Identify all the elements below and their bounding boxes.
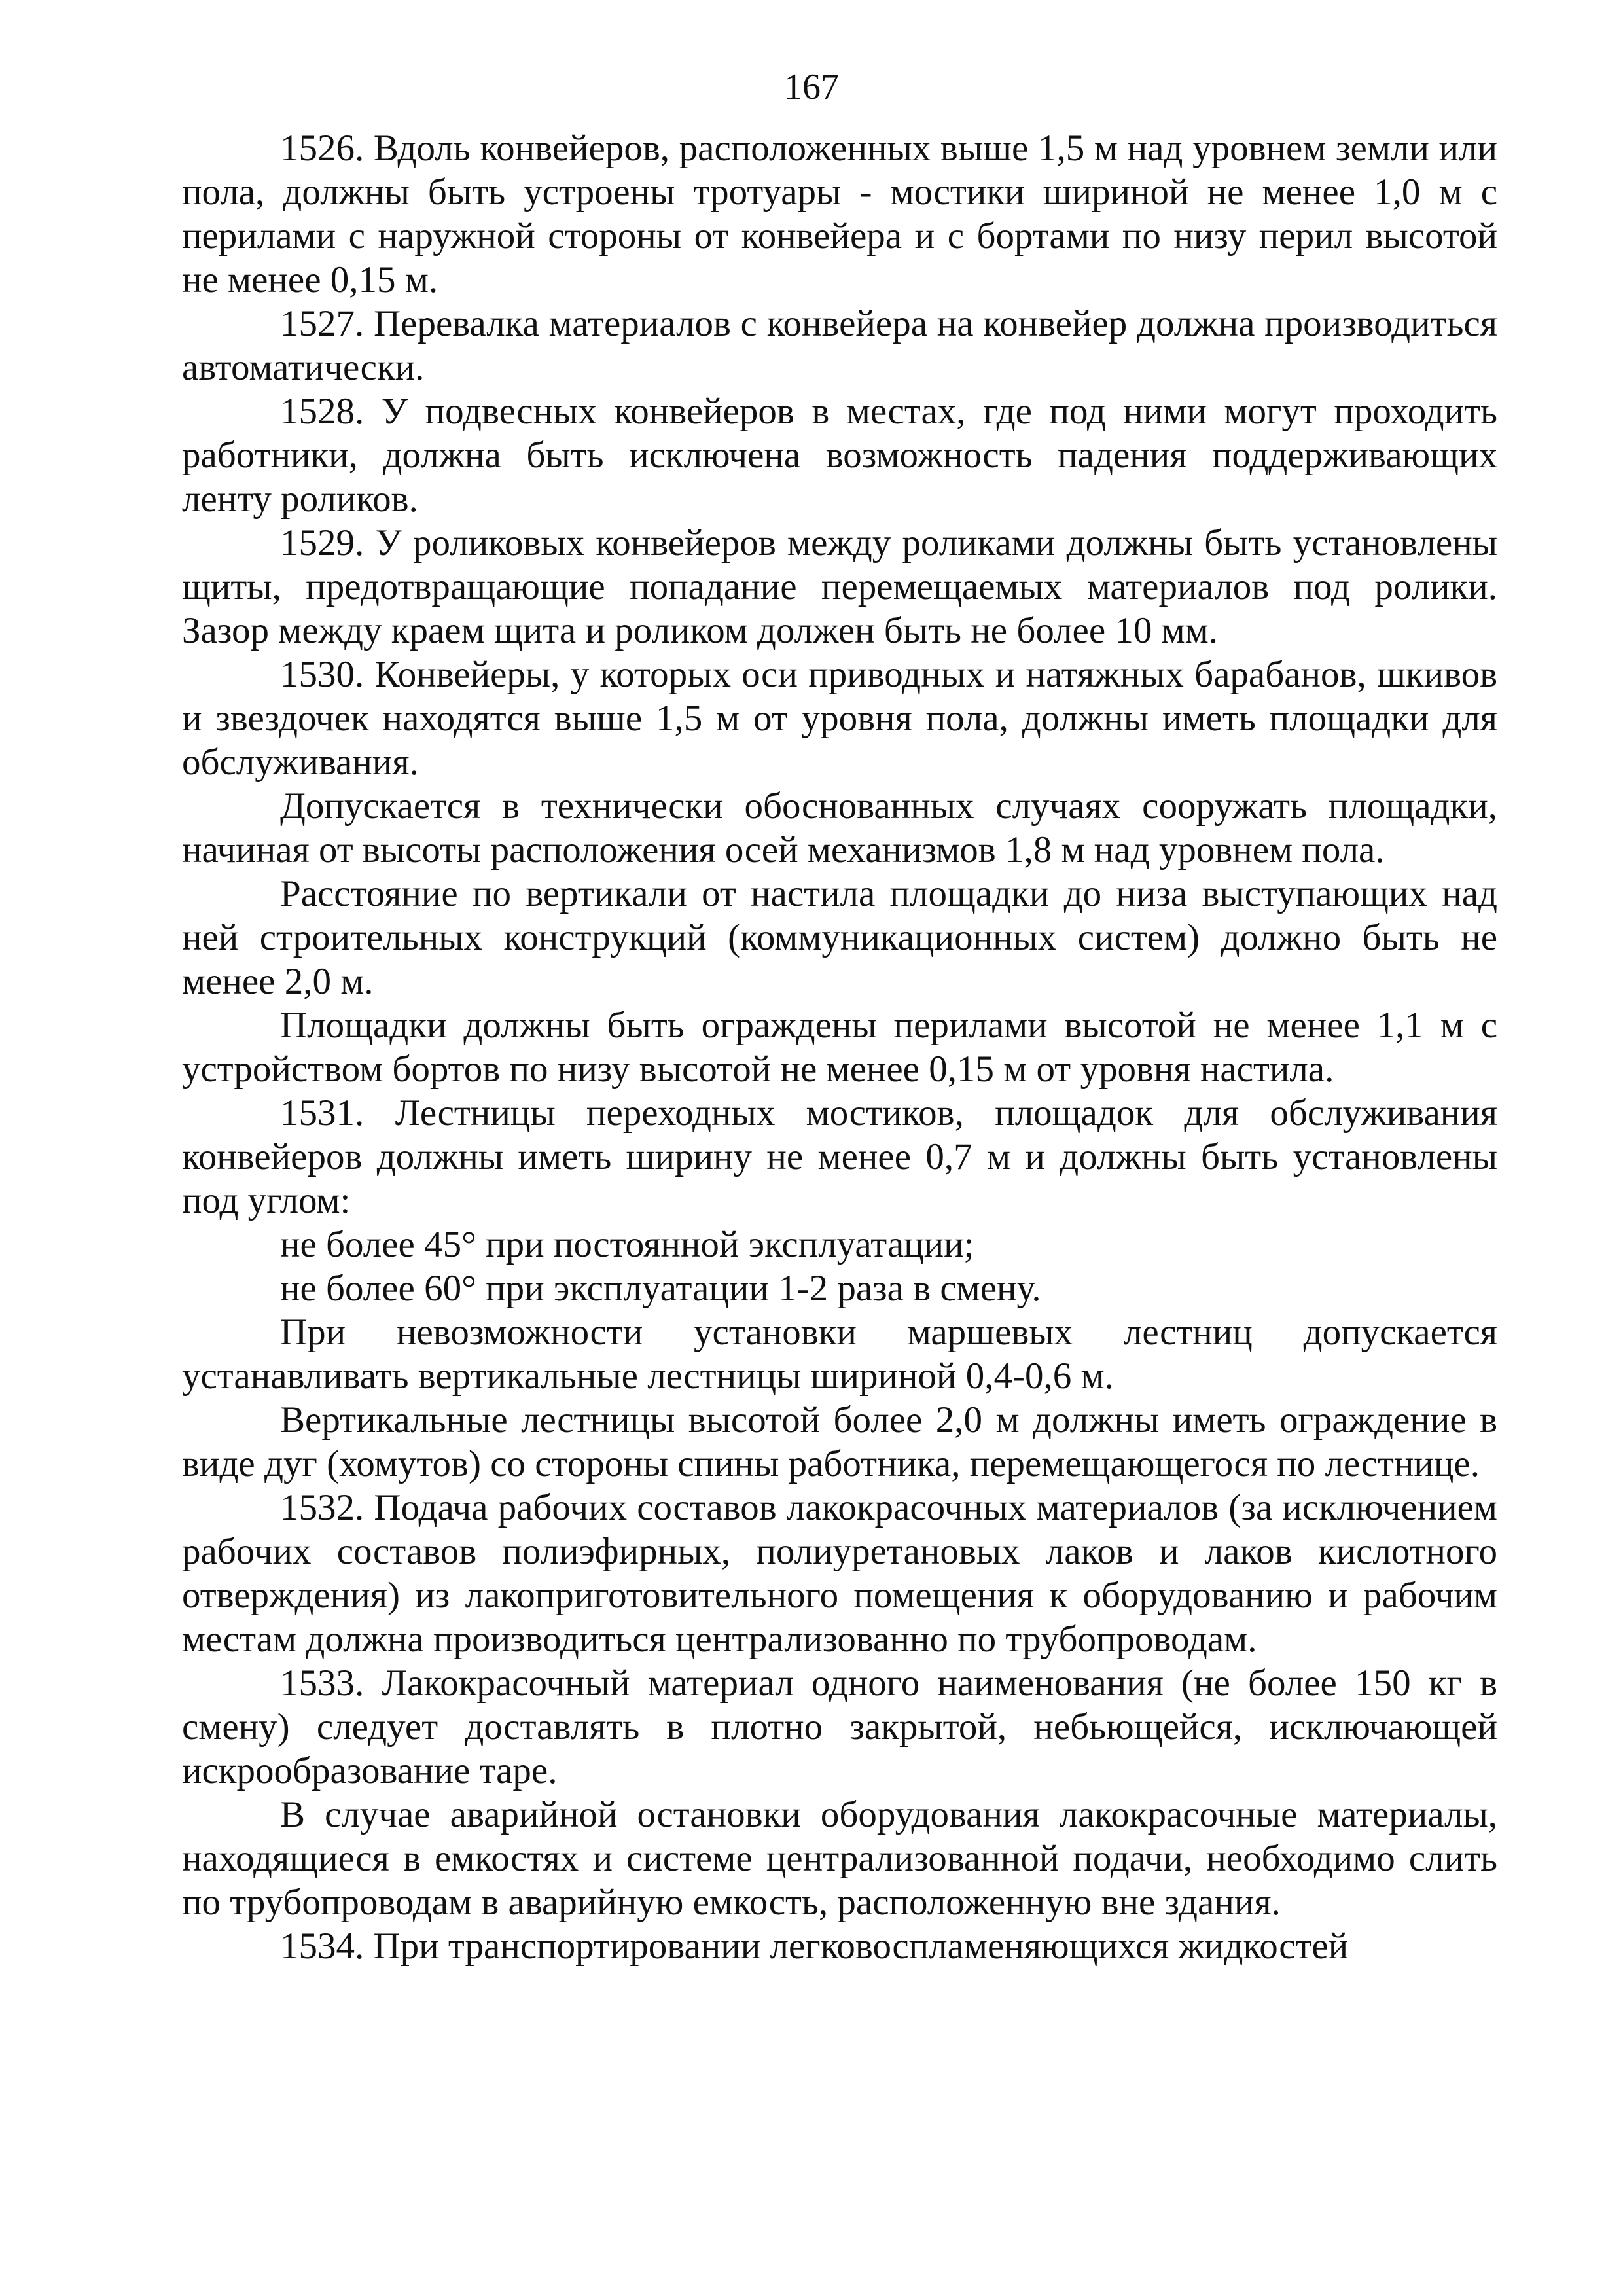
paragraph-1534: 1534. При транспортировании легковоспламеняющихся жидкостей xyxy=(280,1926,1349,1967)
paragraph-1530-allowance: Допускается в технически обоснованных случаях сооружать площадки, начиная от высоты расположения осей механизмов 1,8 м над уровнем пола. xyxy=(182,785,1497,870)
paragraph-1533: 1533. Лакокрасочный материал одного наименования (не более 150 кг в смену) следует доставлять в плотно закрытой, небьющейся, исключающей искрообразование таре. xyxy=(182,1662,1497,1791)
paragraph-1526: 1526. Вдоль конвейеров, расположенных выше 1,5 м над уровнем земли или пола, должны быть устроены тротуары - мостики шириной не менее 1,0 м с перилами с наружной стороны от конвейера и с бортами по низу перил высотой не менее 0,15 м. xyxy=(182,128,1497,300)
paragraph-1527: 1527. Перевалка материалов с конвейера на конвейер должна производиться автоматически. xyxy=(182,303,1497,388)
paragraph-1531: 1531. Лестницы переходных мостиков, площадок для обслуживания конвейеров должны иметь ширину не менее 0,7 м и должны быть установлены под углом: xyxy=(182,1092,1497,1221)
paragraph-1531-vertical-guard: Вертикальные лестницы высотой более 2,0 м должны иметь ограждение в виде дуг (хомутов) со стороны спины работника, перемещающегося по лестнице. xyxy=(182,1399,1497,1484)
paragraph-1528: 1528. У подвесных конвейеров в местах, где под ними могут проходить работники, должна быть исключена возможность падения поддерживающих ленту роликов. xyxy=(182,391,1497,520)
list-item-angle-60: не более 60° при эксплуатации 1-2 раза в смену. xyxy=(280,1268,1041,1309)
paragraph-1530-clearance: Расстояние по вертикали от настила площадки до низа выступающих над ней строительных конструкций (коммуникационных систем) должно быть не менее 2,0 м. xyxy=(182,873,1497,1002)
paragraph-1530-railings: Площадки должны быть ограждены перилами высотой не менее 1,1 м с устройством бортов по низу высотой не менее 0,15 м от уровня настила. xyxy=(182,1005,1497,1090)
page-number: 167 xyxy=(784,67,839,107)
paragraph-1530: 1530. Конвейеры, у которых оси приводных и натяжных барабанов, шкивов и звездочек находятся выше 1,5 м от уровня пола, должны иметь площадки для обслуживания. xyxy=(182,654,1497,783)
paragraph-1529: 1529. У роликовых конвейеров между роликами должны быть установлены щиты, предотвращающие попадание перемещаемых материалов под ролики. Зазор между краем щита и роликом должен быть не более 10 мм. xyxy=(182,522,1497,651)
list-item-angle-45: не более 45° при постоянной эксплуатации; xyxy=(280,1224,974,1265)
document-body xyxy=(182,126,1497,1968)
paragraph-1532: 1532. Подача рабочих составов лакокрасочных материалов (за исключением рабочих составов полиэфирных, полиуретановых лаков и лаков кислотного отверждения) из лакоприготовительного помещения к оборудованию и рабочим местам должна производиться централизованно по трубопроводам. xyxy=(182,1487,1497,1660)
paragraph-1533-emergency: В случае аварийной остановки оборудования лакокрасочные материалы, находящиеся в емкостях и системе централизованной подачи, необходимо слить по трубопроводам в аварийную емкость, расположенную вне здания. xyxy=(182,1794,1497,1923)
paragraph-1531-vertical-allowed: При невозможности установки маршевых лестниц допускается устанавливать вертикальные лестницы шириной 0,4-0,6 м. xyxy=(182,1312,1497,1397)
